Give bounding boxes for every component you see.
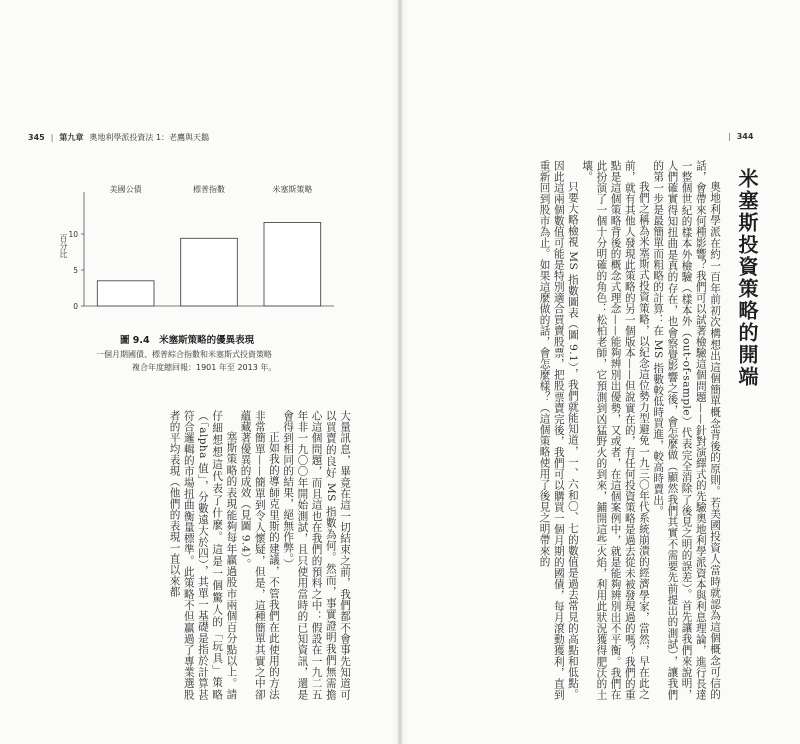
category-label: 米塞斯策略 — [272, 185, 313, 194]
bar — [264, 222, 321, 306]
figure-subtitle-2: 複合年度總回報：1901 年至 2013 年。 — [132, 363, 277, 372]
paragraph: 正如我的導師克里斯的建議，不管我們在此使用的方法非常簡單——簡單到令人懷疑，但是，這種簡單其實之中卻蘊藏著優異的成效（見圖 9.4）。 — [239, 410, 280, 700]
category-label: 美國公債 — [109, 185, 142, 194]
bar-chart — [52, 180, 338, 320]
running-head-right — [728, 132, 753, 141]
category-label: 標普指數 — [193, 185, 225, 194]
y-tick-label: 0 — [73, 302, 78, 311]
figure-title: 圖 9.4 米塞斯策略的優異表現 — [120, 335, 255, 346]
bar — [97, 281, 154, 306]
y-tick-label: 10 — [68, 230, 78, 239]
book-gutter — [398, 0, 402, 744]
running-head-separator: | — [728, 132, 731, 141]
bar-chart-svg — [52, 180, 338, 320]
figure-subtitle-1: 一個月期國債、標普綜合指數和米塞斯式投資策略 — [96, 350, 272, 359]
page-number-right: 344 — [736, 132, 754, 141]
running-head-left — [28, 132, 209, 143]
running-head-separator: | — [50, 133, 54, 142]
chapter-label: 第九章 — [59, 133, 84, 142]
right-page-body — [430, 160, 722, 700]
paragraph: 奧地利學派在約一百年前初次構想出這個簡單概念背後的原則。若美國投資人當時就認為這個概念可信的話，會帶來何種影響？我們可以試著檢驗這個問題——針對演繹式的先驗奧地利學派資本與利息理論，進行長達一整個世紀的樣本外檢驗（樣本外（out-of-sample）代表完全消除了後見之明的誤差）。首先讓我們來說明，人們確實得知扭曲是真的存在，也會察覺影響之後，會怎麼做（顯然我們其實不需要先前提出的測試），讓我們的第一步是最簡單而粗略的計算：在 MS 指數較低時買進，較高時賣出。 — [652, 160, 721, 700]
y-tick-label: 5 — [73, 266, 78, 275]
section-title: 米塞斯投資策略的開端 — [735, 168, 759, 388]
paragraph: 只要大略檢視 MS 指數圖表（圖 9.1），我們就能知道，一、六和〇、七的數值是過去常見的高點和低點。因此這兩個數值可能是特別適合買賣股票，把股票賣完後，我們可以購買一個月期的國債，每月滾動獲利，直到重新回到股市為止。如果這麼做的話，會怎麼樣？（這個策略使用了後見之明帶來的 — [538, 160, 579, 700]
bar — [181, 238, 238, 306]
paragraph: 塞斯策略的表現能夠每年贏過股市兩個百分點以上。請仔細想想這代表了什麼。這是一個驚人的「玩具」策略（「alpha 值」，分數遠大於四），其單一基礎是指於計算甚符合邏輯的市場扭曲衡量標準。此策略不但贏過了專業選股者的平均表現（他們的表現一直以來都 — [168, 410, 238, 700]
paragraph: 我們之稱為米塞斯式投資策略，以紀念這位勢力型避免一九三〇年代系統崩潰的經濟學家，當然，早在此之前，就有其他人發現此策略的另一個版本——但說實在的，有任何投資策略是過去從未被發現過的嗎？我們的重點是這個策略背後的概念式理念——能夠辨別出優勢，又或者，在這個案例中，就是能夠辨別出不平衡。我們在此扮演了一個十分明確的角色：松柏老師，它預測到凶猛野火的到來，鋪開這些火焰，利用此狀況獲得肥沃的土壤。 — [581, 160, 650, 700]
chapter-title: 奧地利學派投資法 1：老鷹與天鵝 — [89, 133, 210, 142]
paragraph: 大量訊息，畢竟在這一切結束之前，我們都不會事先知道可以買賣的良好 MS 指數為何。然而，事實證明我們無需擔心這個問題，而且這也在我們的預料之中：假設在一九二五年非一九〇〇年開始測試，且只使用當時的已知資訊，還是會得到相同的結果，絕無作弊。） — [282, 410, 351, 700]
y-axis-label: 百分比 — [59, 234, 68, 258]
page-number-left: 345 — [28, 133, 45, 142]
left-page-body — [120, 410, 352, 700]
